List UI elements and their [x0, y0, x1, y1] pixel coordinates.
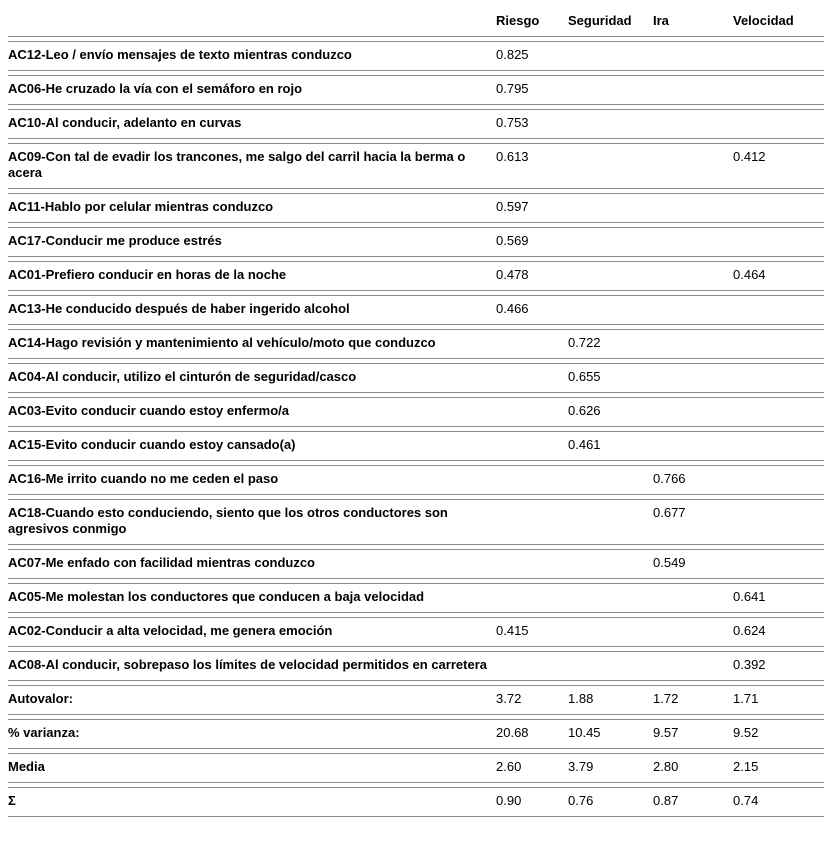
cell-value — [568, 261, 653, 291]
cell-value: 0.76 — [568, 787, 653, 817]
cell-value — [733, 193, 824, 223]
row-label: AC10-Al conducir, adelanto en curvas — [8, 109, 496, 139]
row-label: AC02-Conducir a alta velocidad, me genera emoción — [8, 617, 496, 647]
cell-value — [653, 431, 733, 461]
cell-value: 10.45 — [568, 719, 653, 749]
cell-value: 1.71 — [733, 685, 824, 715]
cell-value — [653, 109, 733, 139]
cell-value — [568, 651, 653, 681]
row-label: AC14-Hago revisión y mantenimiento al vehículo/moto que conduzco — [8, 329, 496, 359]
cell-value: 0.412 — [733, 143, 824, 189]
cell-value: 0.464 — [733, 261, 824, 291]
cell-value — [568, 143, 653, 189]
table-row — [8, 685, 824, 715]
cell-value: 0.549 — [653, 549, 733, 579]
header-seguridad: Seguridad — [568, 8, 653, 37]
table-row — [8, 143, 824, 189]
cell-value — [496, 465, 568, 495]
table-row — [8, 329, 824, 359]
table-row — [8, 363, 824, 393]
table-row — [8, 753, 824, 783]
cell-value — [733, 109, 824, 139]
row-label: AC06-He cruzado la vía con el semáforo en rojo — [8, 75, 496, 105]
cell-value — [733, 75, 824, 105]
row-label: AC05-Me molestan los conductores que conducen a baja velocidad — [8, 583, 496, 613]
table-row — [8, 617, 824, 647]
table-row — [8, 465, 824, 495]
cell-value — [653, 227, 733, 257]
cell-value — [568, 465, 653, 495]
cell-value — [653, 193, 733, 223]
table-header — [8, 8, 824, 37]
cell-value: 0.753 — [496, 109, 568, 139]
table-row — [8, 651, 824, 681]
cell-value — [568, 295, 653, 325]
row-label: AC16-Me irrito cuando no me ceden el paso — [8, 465, 496, 495]
cell-value: 3.79 — [568, 753, 653, 783]
cell-value — [568, 499, 653, 545]
header-velocidad: Velocidad — [733, 8, 824, 37]
header-row — [8, 8, 824, 37]
cell-value — [733, 295, 824, 325]
cell-value: 0.677 — [653, 499, 733, 545]
table-row — [8, 261, 824, 291]
cell-value: 0.825 — [496, 41, 568, 71]
cell-value: 0.478 — [496, 261, 568, 291]
row-label: AC08-Al conducir, sobrepaso los límites de velocidad permitidos en carretera — [8, 651, 496, 681]
cell-value: 0.415 — [496, 617, 568, 647]
cell-value: 0.655 — [568, 363, 653, 393]
row-label: AC11-Hablo por celular mientras conduzco — [8, 193, 496, 223]
cell-value — [733, 549, 824, 579]
cell-value: 0.74 — [733, 787, 824, 817]
row-label: AC18-Cuando esto conduciendo, siento que los otros conductores son agresivos conmigo — [8, 499, 496, 545]
cell-value: 9.52 — [733, 719, 824, 749]
cell-value — [496, 651, 568, 681]
row-label: Media — [8, 753, 496, 783]
table-row — [8, 431, 824, 461]
cell-value — [568, 583, 653, 613]
table-row — [8, 549, 824, 579]
cell-value: 0.461 — [568, 431, 653, 461]
row-label: AC12-Leo / envío mensajes de texto mientras conduzco — [8, 41, 496, 71]
table-row — [8, 787, 824, 817]
cell-value — [733, 329, 824, 359]
cell-value: 0.87 — [653, 787, 733, 817]
table-row — [8, 109, 824, 139]
table-body — [8, 41, 824, 817]
cell-value — [496, 499, 568, 545]
table-row — [8, 295, 824, 325]
cell-value: 9.57 — [653, 719, 733, 749]
cell-value — [496, 329, 568, 359]
cell-value — [653, 261, 733, 291]
header-ira: Ira — [653, 8, 733, 37]
cell-value — [568, 75, 653, 105]
cell-value — [733, 227, 824, 257]
cell-value — [568, 549, 653, 579]
cell-value: 0.392 — [733, 651, 824, 681]
cell-value — [733, 41, 824, 71]
cell-value: 0.569 — [496, 227, 568, 257]
cell-value — [568, 227, 653, 257]
table-row — [8, 227, 824, 257]
table-row — [8, 719, 824, 749]
cell-value — [496, 549, 568, 579]
cell-value: 0.466 — [496, 295, 568, 325]
row-label: AC07-Me enfado con facilidad mientras conduzco — [8, 549, 496, 579]
cell-value — [496, 363, 568, 393]
cell-value: 2.15 — [733, 753, 824, 783]
cell-value — [496, 583, 568, 613]
cell-value — [733, 363, 824, 393]
cell-value — [496, 431, 568, 461]
row-label: % varianza: — [8, 719, 496, 749]
row-label: Autovalor: — [8, 685, 496, 715]
cell-value — [653, 143, 733, 189]
table-row — [8, 75, 824, 105]
table-row — [8, 499, 824, 545]
cell-value: 3.72 — [496, 685, 568, 715]
row-label: AC17-Conducir me produce estrés — [8, 227, 496, 257]
cell-value — [568, 617, 653, 647]
cell-value — [733, 499, 824, 545]
row-label: AC13-He conducido después de haber ingerido alcohol — [8, 295, 496, 325]
row-label: AC09-Con tal de evadir los trancones, me salgo del carril hacia la berma o acera — [8, 143, 496, 189]
cell-value — [733, 431, 824, 461]
cell-value — [568, 41, 653, 71]
cell-value: 0.90 — [496, 787, 568, 817]
cell-value: 1.72 — [653, 685, 733, 715]
cell-value: 1.88 — [568, 685, 653, 715]
cell-value: 20.68 — [496, 719, 568, 749]
cell-value — [733, 465, 824, 495]
cell-value: 0.597 — [496, 193, 568, 223]
row-label: AC15-Evito conducir cuando estoy cansado(a) — [8, 431, 496, 461]
cell-value: 0.795 — [496, 75, 568, 105]
cell-value: 0.626 — [568, 397, 653, 427]
cell-value: 2.60 — [496, 753, 568, 783]
header-item-column — [8, 8, 496, 37]
cell-value — [496, 397, 568, 427]
row-label: AC04-Al conducir, utilizo el cinturón de seguridad/casco — [8, 363, 496, 393]
cell-value — [653, 41, 733, 71]
row-label: AC03-Evito conducir cuando estoy enfermo/a — [8, 397, 496, 427]
cell-value — [653, 583, 733, 613]
cell-value: 0.641 — [733, 583, 824, 613]
cell-value: 2.80 — [653, 753, 733, 783]
cell-value: 0.624 — [733, 617, 824, 647]
cell-value — [653, 397, 733, 427]
table-row — [8, 193, 824, 223]
cell-value — [568, 109, 653, 139]
cell-value — [568, 193, 653, 223]
table-row — [8, 583, 824, 613]
cell-value — [653, 75, 733, 105]
table-row — [8, 397, 824, 427]
table-row — [8, 41, 824, 71]
row-label: AC01-Prefiero conducir en horas de la noche — [8, 261, 496, 291]
row-label: Σ — [8, 787, 496, 817]
factor-loadings-table — [8, 4, 824, 821]
cell-value: 0.766 — [653, 465, 733, 495]
cell-value — [653, 651, 733, 681]
cell-value — [653, 295, 733, 325]
header-riesgo: Riesgo — [496, 8, 568, 37]
cell-value — [733, 397, 824, 427]
cell-value — [653, 617, 733, 647]
cell-value — [653, 363, 733, 393]
cell-value: 0.722 — [568, 329, 653, 359]
cell-value: 0.613 — [496, 143, 568, 189]
cell-value — [653, 329, 733, 359]
